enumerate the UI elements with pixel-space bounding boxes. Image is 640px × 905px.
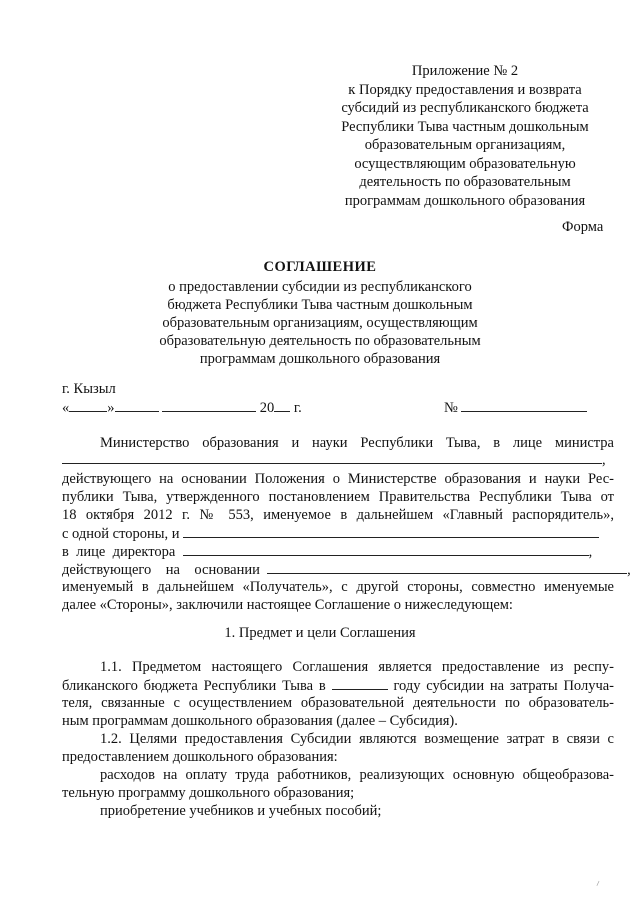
basis-blank (267, 560, 627, 574)
date-open-quote: « (62, 400, 70, 416)
annex-line: образовательным организациям, (364, 137, 566, 153)
clause-1-1-line-2 (62, 676, 614, 695)
word: лице (76, 544, 106, 560)
annex-header (320, 62, 610, 210)
subtitle-line: образовательным организациям, осуществляющим (162, 315, 478, 331)
director-name-blank (183, 542, 589, 556)
annex-line: деятельность по образовательным (359, 174, 571, 190)
recipient-name-blank (183, 524, 599, 538)
word: основании (194, 562, 260, 578)
form-label: Форма (562, 219, 604, 235)
subtitle-line: образовательную деятельность по образовательным (159, 333, 481, 349)
scan-mark: ⸍ (594, 879, 604, 893)
month-blank-1 (115, 398, 159, 412)
clause-1-1-line-4: ным программам дошкольного образования (далее – Субсидия). (62, 713, 458, 729)
text-fragment: бликанского бюджета Республики Тыва в (62, 678, 326, 694)
clause-1-2-line-4: тельную программу дошкольного образования; (62, 785, 355, 801)
preamble-line-6 (62, 542, 592, 561)
annex-line: Республики Тыва частным дошкольным (341, 118, 589, 135)
subtitle-line: бюджета Республики Тыва частным дошкольным (167, 297, 473, 313)
party-intro: с одной стороны, и (62, 526, 180, 542)
preamble-line-3: публики Тыва, утвержденного постановлением Правительства Республики Тыва от (62, 489, 614, 505)
document-title: СОГЛАШЕНИЕ (263, 259, 377, 275)
word: директора (112, 544, 176, 560)
number-sign: № (444, 400, 458, 416)
clause-1-2-line-3: расходов на оплату труда работников, реализующих основную общеобразова- (100, 767, 614, 783)
annex-line: программам дошкольного образования (344, 192, 586, 209)
comma: , (588, 544, 593, 560)
annex-line: субсидий из республиканского бюджета (341, 100, 589, 116)
clause-1-1-line-1: 1.1. Предметом настоящего Соглашения является предоставление из респу- (100, 659, 614, 675)
comma: , (602, 452, 606, 468)
preamble-line-4: 18 октября 2012 г. № 553, именуемое в дальнейшем «Главный распорядитель», (62, 507, 614, 523)
clause-1-1-line-3: теля, связанные с осуществлением образовательной деятельности по образователь- (62, 695, 614, 711)
day-blank (69, 398, 107, 412)
number-blank (461, 398, 587, 412)
agreement-title-block (100, 258, 540, 368)
annex-line: Приложение № 2 (411, 63, 519, 79)
year-prefix: 20 (259, 400, 275, 416)
preamble-line-1: Министерство образования и науки Республики Тыва, в лице министра (100, 435, 614, 451)
preamble-line-2: действующего на основании Положения о Министерстве образования и науки Рес- (62, 471, 614, 487)
annex-line: к Порядку предоставления и возврата (348, 81, 582, 98)
minister-name-blank (62, 450, 602, 464)
preamble-line-9: далее «Стороны», заключили настоящее Соглашение о нижеследующем: (62, 597, 513, 613)
date-field (62, 398, 302, 417)
word: действующего (62, 562, 152, 578)
annex-line: осуществляющим образовательную (354, 155, 576, 172)
clause-1-2-line-2: предоставлением дошкольного образования: (62, 749, 338, 765)
minister-name-field (62, 450, 606, 469)
subtitle-line: о предоставлении субсидии из республиканского (168, 279, 472, 295)
city: г. Кызыл (62, 381, 116, 397)
preamble-line-7 (62, 560, 631, 579)
preamble-line-5 (62, 524, 599, 543)
subtitle-line: программам дошкольного образования (199, 351, 441, 367)
month-blank-2 (162, 398, 256, 412)
word: на (165, 562, 180, 578)
text-fragment: году субсидии на затраты Получа- (393, 678, 615, 694)
date-close-quote: » (107, 400, 115, 416)
number-field (444, 398, 587, 417)
word: в (62, 544, 69, 560)
clause-1-2-line-5: приобретение учебников и учебных пособий; (100, 803, 382, 819)
section-1-heading: 1. Предмет и цели Соглашения (224, 625, 416, 641)
year-blank (332, 676, 388, 690)
preamble-line-8: именуемый в дальнейшем «Получатель», с другой стороны, совместно именуемые (62, 579, 614, 595)
year-blank (274, 398, 290, 412)
clause-1-2-line-1: 1.2. Целями предоставления Субсидии являются возмещение затрат в связи с (100, 731, 614, 747)
year-suffix: г. (293, 400, 302, 416)
comma: , (627, 562, 631, 578)
